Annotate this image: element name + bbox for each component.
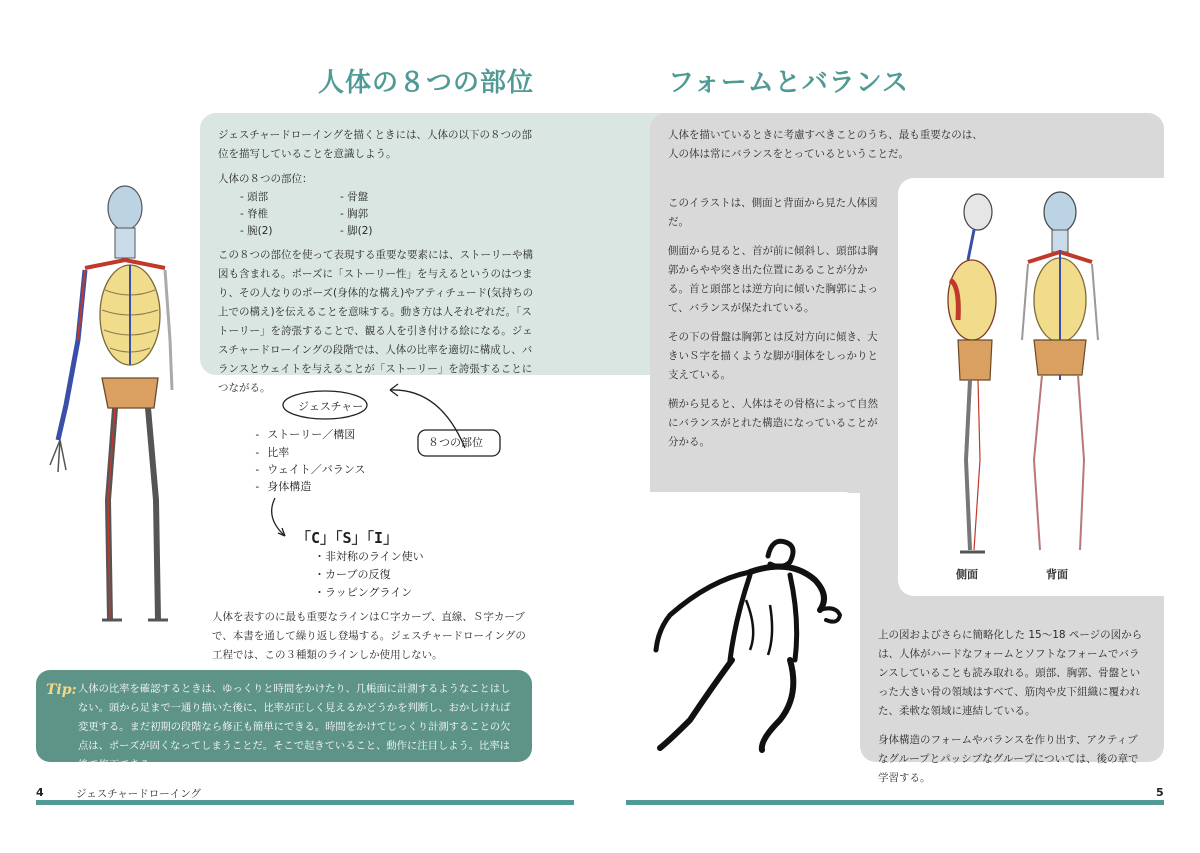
gesture-label: ジェスチャー — [298, 400, 364, 413]
part-item: - 脚(2) — [340, 225, 373, 237]
right-bottom-paragraph: 身体構造のフォームやバランスを作り出す、アクティブなグループとパッシブなグループについては、後の章で学習する。 — [878, 734, 1139, 784]
tip-label: Tip: — [46, 682, 77, 698]
part-item: - 頭部 — [240, 191, 269, 203]
right-paragraph: 側面から見ると、首が前に傾斜し、頭部は胸郭からやや突き出た位置にあることが分かる。首と頭部とは逆方向に傾いた胸郭によって、バランスが保たれている。 — [668, 245, 878, 314]
tip-text: 人体の比率を確認するときは、ゆっくりと時間をかけたり、几帳面に計測するようなことはしない。頭から足まで一通り描いた後に、比率が正しく見えるかどうかを判断し、おかしければ変更する。まだ初期の段階なら修正も簡単にできる。時間をかけてじっくり計測することの欠点は、ポーズが固くなってしまうことだ。そこで起きていること、動作に注目しよう。比率は後で修正できる。 — [78, 683, 511, 771]
right-paragraph: このイラストは、側面と背面から見た人体図だ。 — [668, 197, 878, 228]
right-page-title: フォームとバランス — [668, 68, 909, 98]
part-item: - 脊椎 — [240, 208, 269, 220]
gesture-item: - 身体構造 — [254, 480, 312, 493]
right-bottom-paragraphs — [878, 626, 1148, 798]
story-paragraph: この８つの部位を使って表現する重要な要素には、ストーリーや構図も含まれる。ポーズに「ストーリー性」を与えるというのはつまり、その人なりのポーズ(身体的な構え)やアティチュード(気持ちの上での構え)を伝えることを意味する。動き方は人それぞれだ。「ストーリー」を誇張することで、観る人を引き付ける絵になる。ジェスチャードローイングの段階では、人体の比率を適切に構成し、バランスとウェイトを与えることが「ストーリー」を誇張することにつながる。 — [218, 249, 534, 394]
page-number-left: 4 — [36, 786, 44, 799]
curve-item: ・非対称のライン使い — [314, 550, 424, 563]
page-number-right: 5 — [1156, 786, 1164, 799]
gesture-item: - ウェイト／バランス — [254, 463, 366, 476]
right-paragraph: 横から見ると、人体はその骨格によって自然にバランスがとれた構造になっていることが分かる。 — [668, 398, 878, 448]
right-intro-text: 人体を描いているときに考慮すべきことのうち、最も重要なのは、人の体は常にバランスをとっているということだ。 — [668, 129, 983, 160]
footer-bar-left — [36, 800, 574, 805]
left-page-title: 人体の８つの部位 — [318, 68, 535, 98]
right-bottom-paragraph: 上の図およびさらに簡略化した 15〜18 ページの図からは、人体がハードなフォームとソフトなフォームでバランスしていることも読み取れる。頭部、胸郭、骨盤といった大きい骨の領域はすべて、筋肉や皮下組織に覆われた、柔軟な領域に連結している。 — [878, 629, 1143, 717]
curve-item: ・カーブの反復 — [314, 568, 391, 581]
gesture-item: - 比率 — [254, 446, 290, 459]
label-side-view: 側面 — [956, 568, 978, 581]
right-paragraphs — [668, 194, 882, 462]
label-back-view: 背面 — [1046, 568, 1068, 581]
part-item: - 胸郭 — [340, 208, 369, 220]
gesture-brush-figure — [650, 520, 850, 760]
curves-label: 「C」「S」「I」 — [296, 529, 399, 547]
footer-book-title: ジェスチャードローイング — [76, 788, 202, 800]
part-item: - 腕(2) — [240, 225, 273, 237]
footer-bar-right — [626, 800, 1164, 805]
parts-heading: 人体の８つの部位： — [218, 173, 313, 185]
gesture-item: - ストーリー／構図 — [254, 428, 356, 441]
parts-label: ８つの部位 — [428, 436, 483, 449]
skeleton-side-back-illustration — [930, 190, 1130, 565]
left-intro-text: ジェスチャードローイングを描くときには、人体の以下の８つの部位を描写していることを意識しよう。 — [218, 129, 533, 160]
skeleton-front-illustration — [30, 180, 200, 650]
curve-item: ・ラッピングライン — [314, 586, 413, 599]
right-paragraph: その下の骨盤は胸郭とは反対方向に傾き、大きいＳ字を描くような脚が胴体をしっかりと支えている。 — [668, 331, 878, 381]
lines-paragraph: 人体を表すのに最も重要なラインはＣ字カーブ、直線、Ｓ字カーブで、本書を通して繰り返し登場する。ジェスチャードローイングの工程では、この３種類のラインしか使用しない。 — [212, 611, 526, 661]
part-item: - 骨盤 — [340, 191, 369, 203]
